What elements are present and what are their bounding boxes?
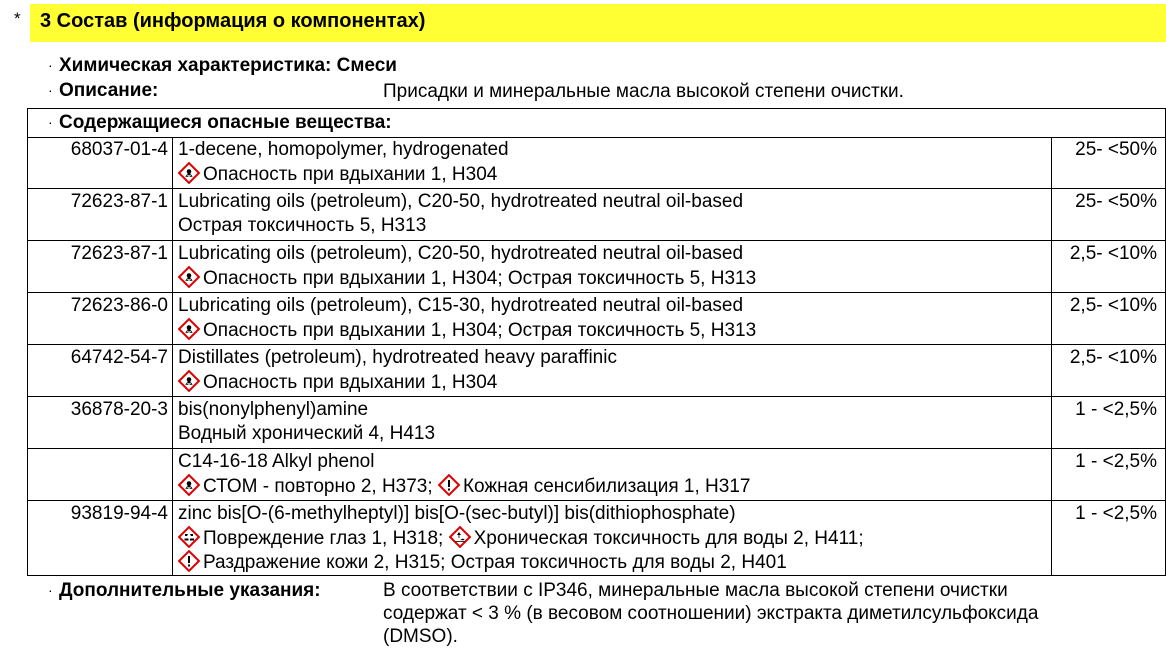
hazard-statement: СТОМ - повторно 2, H373; — [203, 476, 433, 497]
bullet: · — [48, 82, 53, 98]
hazard-statement: Водный хронический 4, H413 — [178, 423, 436, 444]
hazard-statement: Опасность при вдыхании 1, H304 — [203, 164, 498, 185]
component-cell — [178, 449, 1048, 500]
component-cell — [178, 189, 1048, 240]
hazard-line — [178, 526, 1048, 550]
hazard-statement: Опасность при вдыхании 1, H304; Острая токсичность 5, H313 — [203, 320, 757, 341]
bullet: · — [48, 582, 53, 598]
corrosion-icon — [178, 526, 200, 548]
hazard-statement: Хроническая токсичность для воды 2, H411; — [473, 528, 864, 549]
hazard-statement: Повреждение глаз 1, H318; — [203, 528, 444, 549]
table-row — [28, 189, 1165, 241]
concentration: 25- <50% — [1051, 137, 1166, 188]
component-name: Lubricating oils (petroleum), C20-50, hydrotreated neutral oil-based — [178, 243, 744, 264]
component-cell — [178, 501, 1048, 576]
cas-number: 36878-20-3 — [28, 397, 173, 448]
hazard-line — [178, 550, 1048, 574]
concentration: 25- <50% — [1051, 189, 1166, 240]
component-cell — [178, 293, 1048, 344]
additional-info-line: содержат < 3 % (в весовом соотношении) экстракта диметилсульфоксида — [383, 603, 1039, 624]
hazard-line — [178, 370, 1048, 394]
concentration: 2,5- <10% — [1051, 293, 1166, 344]
table-row — [28, 397, 1165, 449]
health-hazard-icon — [178, 474, 200, 496]
health-hazard-icon — [178, 318, 200, 340]
table-row — [28, 241, 1165, 293]
hazard-statement: Острая токсичность 5, H313 — [178, 215, 427, 236]
component-name: zinc bis[O-(6-methylheptyl)] bis[O-(sec-butyl)] bis(dithiophosphate) — [178, 503, 736, 524]
component-name: 1-decene, homopolymer, hydrogenated — [178, 139, 509, 160]
hazard-line — [178, 266, 1048, 290]
environment-icon — [449, 526, 471, 548]
component-name: C14-16-18 Alkyl phenol — [178, 451, 375, 472]
table-header-label: Содержащиеся опасные вещества: — [59, 112, 392, 133]
bullet: · — [48, 57, 53, 73]
additional-info-label: Дополнительные указания: — [59, 580, 321, 601]
additional-info-line: В соответствии с IP346, минеральные масла высокой степени очистки — [383, 580, 1008, 601]
changed-marker: * — [14, 9, 21, 28]
component-cell — [178, 241, 1048, 292]
cas-number — [28, 449, 173, 500]
concentration: 1 - <2,5% — [1051, 397, 1166, 448]
exclamation-icon — [178, 550, 200, 572]
component-name: Lubricating oils (petroleum), C20-50, hydrotreated neutral oil-based — [178, 191, 744, 212]
components-table — [27, 108, 1166, 576]
concentration: 2,5- <10% — [1051, 345, 1166, 396]
concentration: 1 - <2,5% — [1051, 501, 1166, 576]
hazard-line — [178, 214, 1048, 237]
cas-number: 68037-01-4 — [28, 137, 173, 188]
component-cell — [178, 397, 1048, 448]
bullet: · — [48, 114, 53, 130]
table-row — [28, 137, 1165, 189]
component-cell — [178, 345, 1048, 396]
table-header — [28, 109, 1165, 138]
table-row — [28, 293, 1165, 345]
hazard-line — [178, 422, 1048, 445]
hazard-statement: Опасность при вдыхании 1, H304 — [203, 372, 498, 393]
table-row — [28, 449, 1165, 501]
chemical-characterization: Химическая характеристика: Смеси — [59, 55, 397, 76]
description-value: Присадки и минеральные масла высокой степени очистки. — [383, 81, 904, 102]
cas-number: 64742-54-7 — [28, 345, 173, 396]
exclamation-icon — [438, 474, 460, 496]
hazard-line — [178, 318, 1048, 342]
concentration: 1 - <2,5% — [1051, 449, 1166, 500]
concentration: 2,5- <10% — [1051, 241, 1166, 292]
cas-number: 93819-94-4 — [28, 501, 173, 576]
table-row — [28, 501, 1165, 576]
hazard-line — [178, 474, 1048, 498]
description-label: Описание: — [59, 80, 159, 101]
health-hazard-icon — [178, 266, 200, 288]
table-row — [28, 345, 1165, 397]
component-name: Lubricating oils (petroleum), C15-30, hydrotreated neutral oil-based — [178, 295, 744, 316]
hazard-statement: Опасность при вдыхании 1, H304; Острая токсичность 5, H313 — [203, 268, 757, 289]
health-hazard-icon — [178, 370, 200, 392]
hazard-line — [178, 162, 1048, 186]
component-cell — [178, 137, 1048, 188]
section-title: 3 Состав (информация о компонентах) — [40, 10, 426, 32]
component-name: bis(nonylphenyl)amine — [178, 399, 369, 420]
cas-number: 72623-87-1 — [28, 241, 173, 292]
health-hazard-icon — [178, 162, 200, 184]
cas-number: 72623-87-1 — [28, 189, 173, 240]
cas-number: 72623-86-0 — [28, 293, 173, 344]
additional-info-line: (DMSO). — [383, 626, 458, 647]
hazard-statement: Кожная сенсибилизация 1, H317 — [462, 476, 751, 497]
component-name: Distillates (petroleum), hydrotreated heavy paraffinic — [178, 347, 617, 368]
hazard-statement: Раздражение кожи 2, H315; Острая токсичность для воды 2, H401 — [203, 552, 787, 573]
